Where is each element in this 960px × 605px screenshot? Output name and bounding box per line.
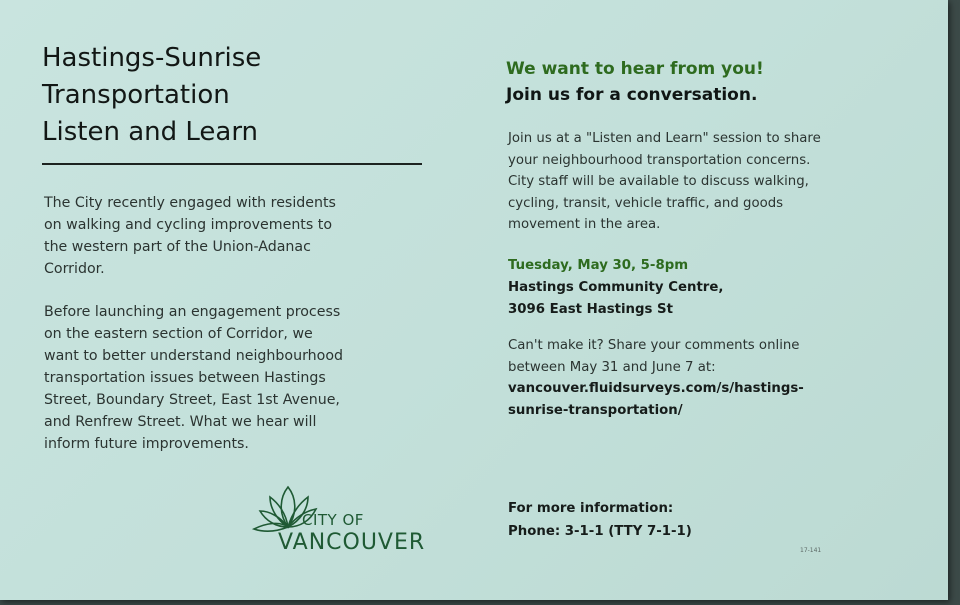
contact-info (508, 497, 928, 543)
engagement-paragraph (44, 301, 444, 455)
title-divider (42, 163, 422, 165)
event-venue: Hastings Community Centre, (508, 280, 724, 295)
session-description (508, 128, 928, 236)
text-line: inform future improvements. (44, 436, 249, 452)
info-label: For more information: (508, 501, 674, 516)
text-line: between May 31 and June 7 at: (508, 359, 716, 375)
title-line: Hastings-Sunrise (42, 43, 262, 73)
text-line: City staff will be available to discuss walking, (508, 174, 809, 189)
text-line: Join us at a "Listen and Learn" session to share (508, 131, 821, 146)
logo-line-2: VANCOUVER (278, 530, 426, 555)
page-title (42, 40, 432, 151)
text-line: on walking and cycling improvements to (44, 217, 333, 233)
text-line: Street, Boundary Street, East 1st Avenue, (44, 392, 340, 408)
heading-line-1: We want to hear from you! (506, 59, 764, 79)
text-line: want to better understand neighbourhood (44, 348, 344, 364)
text-line: the western part of the Union-Adanac (44, 239, 311, 255)
city-of-vancouver-logo (250, 483, 450, 558)
intro-paragraph (44, 192, 444, 280)
title-line: Listen and Learn (42, 117, 259, 147)
text-line: Before launching an engagement process (44, 304, 341, 320)
text-line: movement in the area. (508, 217, 661, 232)
event-date: Tuesday, May 30, 5-8pm (508, 258, 689, 273)
text-line: and Renfrew Street. What we hear will (44, 414, 317, 430)
logo-line-1: CITY OF (302, 511, 364, 529)
online-comments (508, 335, 928, 421)
survey-url[interactable]: sunrise-transportation/ (508, 402, 683, 418)
text-line: your neighbourhood transportation concerns. (508, 152, 811, 168)
print-code: 17-141 (800, 547, 822, 554)
title-line: Transportation (42, 80, 230, 110)
text-line: cycling, transit, vehicle traffic, and goods (508, 195, 784, 211)
invitation-heading (506, 56, 926, 108)
event-address: 3096 East Hastings St (508, 302, 673, 317)
text-line: The City recently engaged with residents (44, 195, 336, 211)
text-line: transportation issues between Hastings (44, 370, 326, 386)
heading-line-2: Join us for a conversation. (506, 85, 758, 105)
event-details (508, 255, 928, 321)
text-line: on the eastern section of Corridor, we (44, 326, 313, 342)
survey-url[interactable]: vancouver.fluidsurveys.com/s/hastings- (508, 381, 804, 396)
text-line: Can't make it? Share your comments online (508, 338, 800, 353)
phone-number: Phone: 3-1-1 (TTY 7-1-1) (508, 524, 692, 539)
text-line: Corridor. (44, 261, 105, 277)
